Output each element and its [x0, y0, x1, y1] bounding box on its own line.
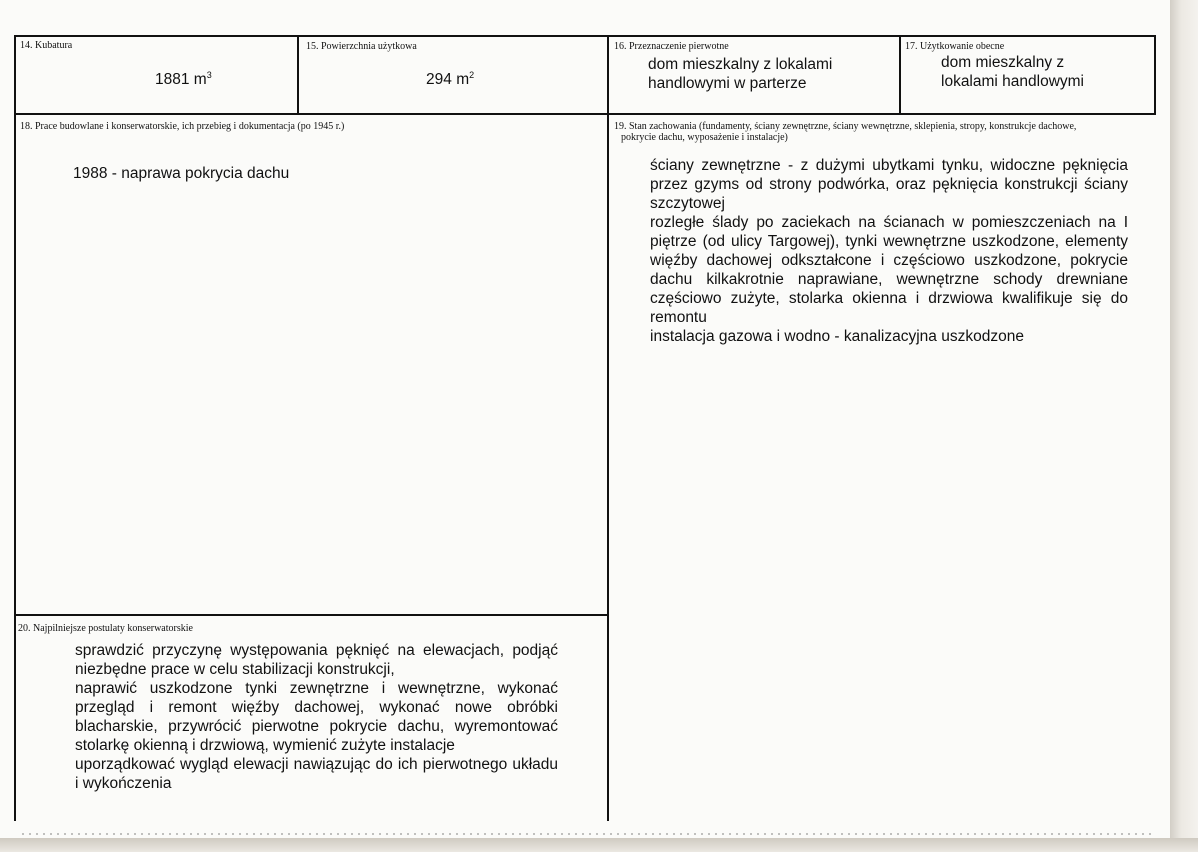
right-border [1154, 35, 1156, 115]
field-15-value [426, 70, 474, 89]
field-20-paragraph-2: naprawić uszkodzone tynki zewnętrzne i wewnętrzne, wykonać przegląd i remont więźby dachowej, wykonać nowe obróbki blacharskie, przywrócić pierwotne pokrycie dachu, wyremontować stolarkę okienną i drzwiową, wymienić zużyte instalacje [75, 680, 558, 754]
field-20-label: 20. Najpilniejsze postulaty konserwatorskie [18, 623, 193, 634]
field-20-paragraph-3: uporządkować wygląd elewacji nawiązując do ich pierwotnego układu i wykończenia [75, 756, 558, 792]
field-17-value [941, 53, 1084, 91]
left-border [14, 35, 16, 821]
field-18-label: 18. Prace budowlane i konserwatorskie, ich przebieg i dokumentacja (po 1945 r.) [20, 121, 345, 132]
row-divider-1 [14, 113, 1156, 115]
field-19-label-line-1: 19. Stan zachowania (fundamenty, ściany zewnętrzne, ściany wewnętrzne, sklepienia, stropy, konstrukcje dachowe, [614, 121, 1077, 132]
field-14-label: 14. Kubatura [20, 40, 73, 51]
field-17-label: 17. Użytkowanie obecne [905, 41, 1005, 52]
field-16-value [648, 55, 832, 93]
field-19-label-line-2: pokrycie dachu, wyposażenie i instalacje) [621, 132, 788, 143]
field-16-line-2: handlowymi w parterze [648, 75, 807, 92]
field-19-value [650, 156, 1128, 346]
field-20-value [75, 641, 558, 793]
powierzchnia-number: 294 [426, 71, 452, 88]
field-18-value: 1988 - naprawa pokrycia dachu [73, 165, 290, 182]
kubatura-number: 1881 [155, 71, 190, 88]
field-19-label [614, 121, 1149, 143]
col-divider-3 [899, 35, 901, 115]
field-19-paragraph-2: rozległe ślady po zaciekach na ścianach w pomieszczeniach na I piętrze (od ulicy Targowej), tynki wewnętrzne uszkodzone, elementy więźby dachowej odkształcone i częściowo uszkodzone, pokrycie dachu kilkakrotnie naprawiane, wewnętrzne schody drewniane częściowo zużyte, stolarka okienna i drzwiowa kwalifikuje się do remontu [650, 214, 1128, 326]
kubatura-unit: $m^3$ [193, 69, 212, 88]
powierzchnia-unit: $m^2$ [456, 69, 475, 88]
field-19-paragraph-3: instalacja gazowa i wodno - kanalizacyjna uszkodzone [650, 328, 1024, 345]
field-16-line-1: dom mieszkalny z lokalami [648, 56, 833, 73]
top-border [14, 35, 1156, 37]
col-divider-1 [297, 35, 299, 115]
col-divider-2 [607, 35, 609, 821]
field-19-paragraph-1: ściany zewnętrzne - z dużymi ubytkami tynku, widoczne pęknięcia przez gzyms od strony podwórka, oraz pęknięcia konstrukcji ściany szczytowej [650, 157, 1128, 212]
row-divider-2 [14, 614, 608, 616]
scan-artifact-dots [22, 833, 1152, 835]
field-16-label: 16. Przeznaczenie pierwotne [614, 41, 729, 52]
field-15-label: 15. Powierzchnia użytkowa [306, 41, 417, 52]
field-20-paragraph-1: sprawdzić przyczynę występowania pęknięć na elewacjach, podjąć niezbędne prace w celu stabilizacji konstrukcji, [75, 642, 558, 678]
field-17-line-2: lokalami handlowymi [941, 73, 1085, 90]
field-14-value [155, 70, 212, 89]
page-edge-shadow [1170, 0, 1198, 852]
page-bottom-shadow [0, 838, 1198, 852]
field-17-line-1: dom mieszkalny z [941, 54, 1065, 71]
